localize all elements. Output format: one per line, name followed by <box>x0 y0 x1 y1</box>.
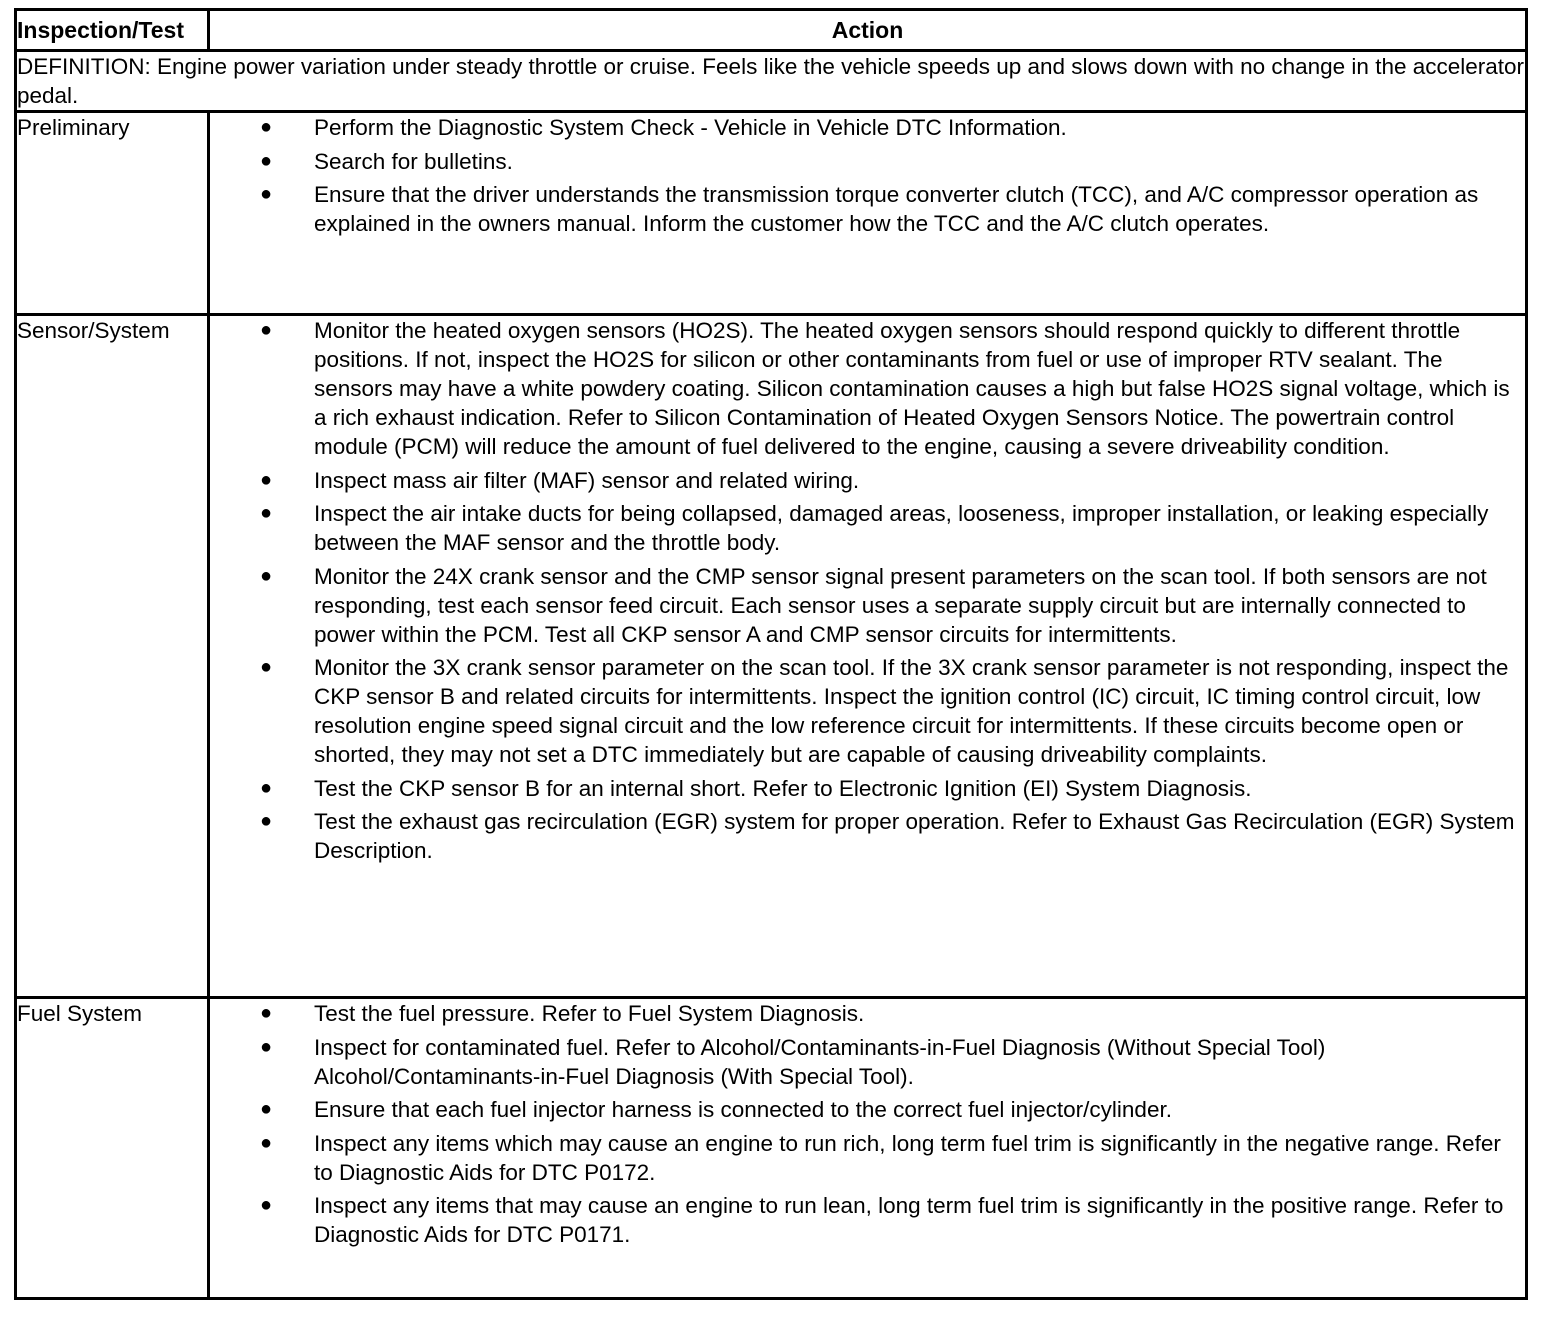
list-item-text: Inspect any items which may cause an engine to run rich, long term fuel trim is significantly in the negative range. Refer to Diagnostic Aids for DTC P0172. <box>314 1130 1501 1185</box>
diagnostic-table <box>14 8 1528 1300</box>
header-action: Action <box>209 10 1527 51</box>
bullet-icon: ● <box>260 1194 273 1216</box>
list-item-text: Test the exhaust gas recirculation (EGR) system for proper operation. Refer to Exhaust Gas Recirculation (EGR) System Description. <box>314 809 1515 863</box>
bullet-icon: ● <box>260 319 273 341</box>
list-item <box>210 1033 1525 1091</box>
list-item-text: Ensure that the driver understands the transmission torque converter clutch (TCC), and A/C compressor operation as explained in the owners manual. Inform the customer how the TCC and the A/C clutch operates. <box>314 182 1479 236</box>
section-label: Sensor/System <box>16 315 209 998</box>
list-item-text: Monitor the 3X crank sensor parameter on the scan tool. If the 3X crank sensor parameter is not responding, inspect the CKP sensor B and related circuits for intermittents. Inspect the ignition control (IC) circuit, IC timing control circuit, low resolution engine speed signal circuit and the low reference circuit for intermittents. If these circuits become open or shorted, they may not set a DTC immediately but are capable of causing driveability complaints. <box>314 655 1509 767</box>
list-item-text: Inspect any items that may cause an engine to run lean, long term fuel trim is significantly in the positive range. Refer to Diagnostic Aids for DTC P0171. <box>314 1193 1504 1247</box>
bullet-icon: ● <box>260 116 273 138</box>
list-item-text: Ensure that each fuel injector harness is connected to the correct fuel injector/cylinder. <box>314 1097 1172 1122</box>
bullet-icon: ● <box>260 1035 273 1058</box>
list-item-text: Perform the Diagnostic System Check - Vehicle in Vehicle DTC Information. <box>314 115 1067 140</box>
list-item <box>210 113 1525 142</box>
bullet-icon: ● <box>260 564 273 587</box>
list-item-text: Inspect the air intake ducts for being collapsed, damaged areas, looseness, improper installation, or leaking especially between the MAF sensor and the throttle body. <box>314 501 1489 555</box>
list-item-text: Inspect for contaminated fuel. Refer to Alcohol/Contaminants-in-Fuel Diagnosis (Without Special Tool) Alcohol/Contaminants-in-Fuel Diagnosis (With Special Tool). <box>314 1034 1326 1089</box>
section-row-sensor-system <box>16 315 1527 998</box>
list-item <box>210 774 1525 803</box>
list-item-text: Monitor the 24X crank sensor and the CMP sensor signal present parameters on the scan tool. If both sensors are not responding, test each sensor feed circuit. Each sensor uses a separate supply circuit but are internally connected to power within the PCM. Test all CKP sensor A and CMP sensor circuits for intermittents. <box>314 563 1487 647</box>
list-item <box>210 1129 1525 1187</box>
section-row-fuel-system <box>16 998 1527 1299</box>
action-list <box>210 113 1525 238</box>
bullet-icon: ● <box>260 810 273 832</box>
list-item <box>210 1191 1525 1249</box>
list-item <box>210 807 1525 865</box>
bullet-icon: ● <box>260 1002 273 1024</box>
list-item <box>210 499 1525 557</box>
list-item-text: Test the CKP sensor B for an internal short. Refer to Electronic Ignition (EI) System Diagnosis. <box>314 775 1252 801</box>
list-item <box>210 466 1525 495</box>
definition-text: DEFINITION: Engine power variation under steady throttle or cruise. Feels like the vehicle speeds up and slows down with no change in the accelerator pedal. <box>16 51 1527 112</box>
section-actions <box>209 112 1527 315</box>
section-label: Preliminary <box>16 112 209 315</box>
bullet-icon: ● <box>260 149 273 172</box>
bullet-icon: ● <box>260 656 273 678</box>
list-item <box>210 180 1525 238</box>
list-item-text: Test the fuel pressure. Refer to Fuel System Diagnosis. <box>314 1001 865 1026</box>
header-inspection-test: Inspection/Test <box>16 10 209 51</box>
section-actions <box>209 998 1527 1299</box>
list-item <box>210 1095 1525 1124</box>
list-item <box>210 316 1525 461</box>
definition-row <box>16 51 1527 112</box>
list-item-text: Monitor the heated oxygen sensors (HO2S). The heated oxygen sensors should respond quickly to different throttle positions. If not, inspect the HO2S for silicon or other contaminants from fuel or use of improper RTV sealant. The sensors may have a white powdery coating. Silicon contamination causes a high but false HO2S signal voltage, which is a rich exhaust indication. Refer to Silicon Contamination of Heated Oxygen Sensors Notice. The powertrain control module (PCM) will reduce the amount of fuel delivered to the engine, causing a severe driveability condition. <box>314 318 1510 459</box>
section-label: Fuel System <box>16 998 209 1299</box>
action-list <box>210 316 1525 865</box>
bullet-icon: ● <box>260 1131 273 1154</box>
bullet-icon: ● <box>260 183 273 205</box>
bullet-icon: ● <box>260 776 273 799</box>
bullet-icon: ● <box>260 1098 273 1120</box>
list-item <box>210 653 1525 769</box>
section-actions <box>209 315 1527 998</box>
header-row <box>16 10 1527 51</box>
list-item-text: Inspect mass air filter (MAF) sensor and related wiring. <box>314 467 860 493</box>
list-item <box>210 999 1525 1028</box>
list-item-text: Search for bulletins. <box>314 148 513 174</box>
list-item <box>210 147 1525 176</box>
bullet-icon: ● <box>260 468 273 491</box>
action-list <box>210 999 1525 1249</box>
list-item <box>210 562 1525 649</box>
bullet-icon: ● <box>260 502 273 524</box>
section-row-preliminary <box>16 112 1527 315</box>
